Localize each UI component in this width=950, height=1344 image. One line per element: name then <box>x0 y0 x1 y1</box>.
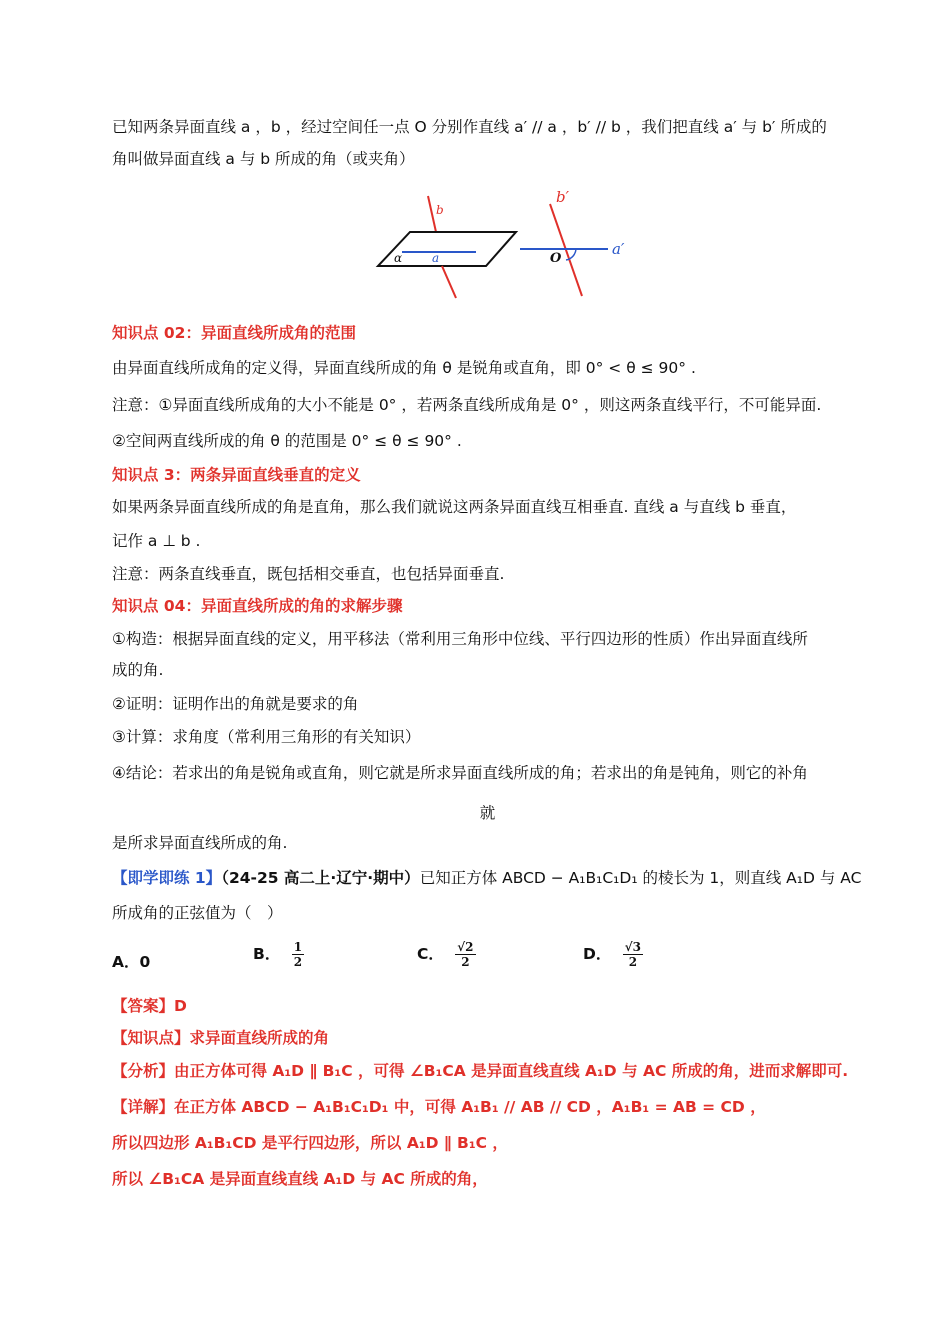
kp04-step-4c: 是所求异面直线所成的角. <box>112 834 288 852</box>
option-c <box>417 940 476 969</box>
option-d-denominator: 2 <box>628 955 638 969</box>
kp04-step-3: ③计算：求角度（常利用三角形的有关知识） <box>112 728 421 746</box>
option-c-numerator: √2 <box>457 940 474 954</box>
kp04-step-4a: ④结论：若求出的角是锐角或直角，则它就是所求异面直线所成的角；若求出的角是钝角，则它的补角 <box>112 764 808 782</box>
label-o: O <box>550 251 562 266</box>
label-a-prime: a′ <box>612 240 625 258</box>
option-b <box>253 940 304 969</box>
solution-line-3: 所以 ∠B₁CA 是异面直线直线 A₁D 与 AC 所成的角， <box>112 1170 488 1188</box>
option-d-numerator: √3 <box>624 940 642 954</box>
option-c-fraction <box>455 940 475 969</box>
skew-lines-figure <box>370 184 640 304</box>
option-b-denominator: 2 <box>293 955 303 969</box>
exercise-stem-line <box>112 867 861 889</box>
option-b-fraction <box>292 940 304 969</box>
solution-analysis: 【分析】由正方体可得 A₁D ∥ B₁C ，可得 ∠B₁CA 是异面直线直线 A₁D 与 AC 所成的角，进而求解即可. <box>112 1062 849 1080</box>
option-b-label: B． <box>253 945 281 963</box>
kp3-line-2: 记作 a ⊥ b . <box>112 532 201 550</box>
exercise-stem: 已知正方体 ABCD − A₁B₁C₁D₁ 的棱长为 1，则直线 A₁D 与 AC <box>419 869 862 887</box>
option-c-denominator: 2 <box>461 955 470 969</box>
kp3-line-1: 如果两条异面直线所成的角是直角，那么我们就说这两条异面直线互相垂直. 直线 a 与直线 b 垂直， <box>112 498 797 516</box>
label-a: a <box>432 251 440 265</box>
kp3-line-3: 注意：两条直线垂直，既包括相交垂直，也包括异面垂直. <box>112 565 505 583</box>
solution-detail: 【详解】在正方体 ABCD − A₁B₁C₁D₁ 中，可得 A₁B₁ // AB // CD ，A₁B₁ = AB = CD ， <box>112 1098 766 1116</box>
option-d-fraction <box>623 940 643 969</box>
kp02-line-1: 由异面直线所成角的定义得，异面直线所成的角 θ 是锐角或直角，即 0° < θ ≤ 90° . <box>112 359 696 377</box>
kp04-step-2: ②证明：证明作出的角就是要求的角 <box>112 695 359 713</box>
solution-line-2: 所以四边形 A₁B₁CD 是平行四边形，所以 A₁D ∥ B₁C ， <box>112 1134 508 1152</box>
exercise-stem-2: 所成角的正弦值为（ ） <box>112 904 283 922</box>
line-b-upper <box>428 196 436 232</box>
option-a-value: 0 <box>139 953 151 971</box>
kp02-line-3: ②空间两直线所成的角 θ 的范围是 0° ≤ θ ≤ 90° . <box>112 432 462 450</box>
label-alpha: α <box>394 251 403 265</box>
option-a-label: A． <box>112 953 140 971</box>
option-d-label: D． <box>583 945 612 963</box>
kp04-step-4b: 就 <box>479 804 496 822</box>
line-b-lower <box>442 266 456 298</box>
option-c-label: C． <box>417 945 444 963</box>
kp3-title: 知识点 3：两条异面直线垂直的定义 <box>112 466 361 484</box>
kp04-step-1b: 成的角. <box>112 661 164 679</box>
label-b-prime: b′ <box>556 188 570 206</box>
option-a <box>112 950 150 972</box>
kp04-title: 知识点 04：异面直线所成的角的求解步骤 <box>112 597 403 615</box>
intro-line-1: 已知两条异面直线 a ，b ，经过空间任一点 O 分别作直线 a′ // a ，b′ // b ，我们把直线 a′ 与 b′ 所成的 <box>112 118 827 136</box>
exercise-source: （24-25 高二上·辽宁·期中） <box>221 869 420 887</box>
solution-answer: 【答案】D <box>112 997 187 1015</box>
option-d <box>583 940 643 969</box>
intro-line-2: 角叫做异面直线 a 与 b 所成的角（或夹角） <box>112 150 415 168</box>
kp02-line-2: 注意：①异面直线所成角的大小不能是 0° ，若两条直线所成角是 0° ，则这两条直线平行，不可能异面. <box>112 396 822 414</box>
solution-knowledge: 【知识点】求异面直线所成的角 <box>112 1029 330 1047</box>
kp04-step-1a: ①构造：根据异面直线的定义，用平移法（常利用三角形中位线、平行四边形的性质）作出异面直线所 <box>112 630 808 648</box>
label-b: b <box>436 203 444 217</box>
exercise-tag: 【即学即练 1】 <box>112 869 222 887</box>
option-b-numerator: 1 <box>293 940 303 954</box>
kp02-title: 知识点 02：异面直线所成角的范围 <box>112 324 356 342</box>
